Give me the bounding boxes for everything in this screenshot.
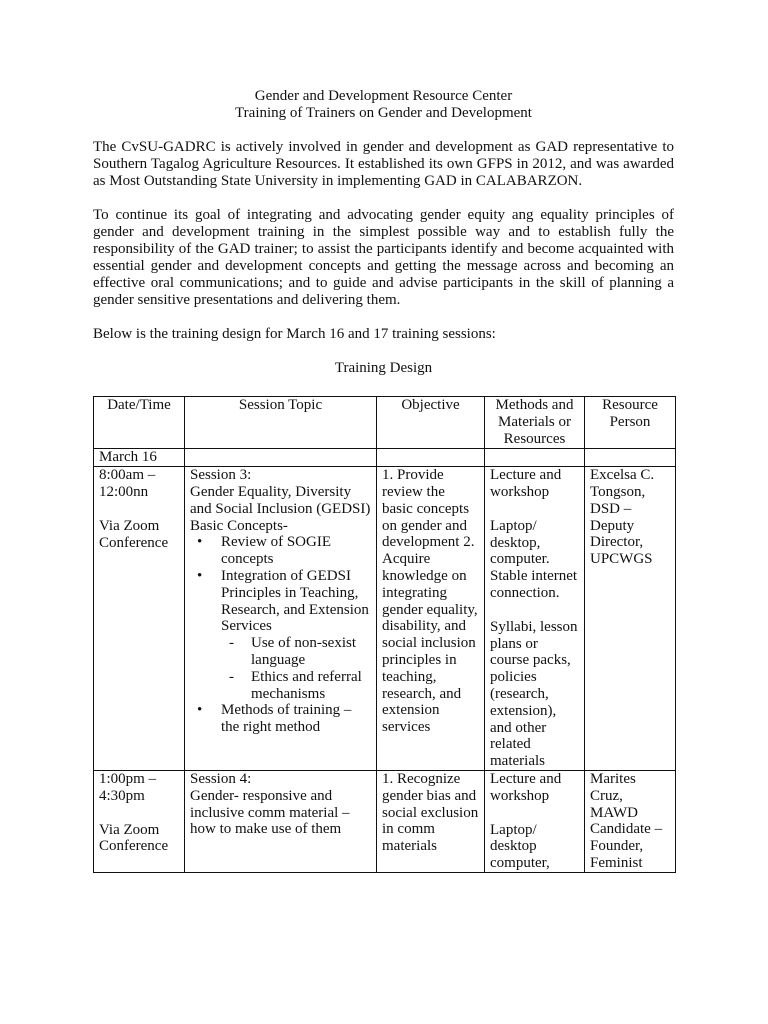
org-heading: Gender and Development Resource Center: [254, 88, 513, 104]
time-cell: [94, 770, 185, 872]
document-title: Training of Trainers on Gender and Development: [235, 105, 532, 121]
time-cell: [94, 467, 185, 771]
session-topic: Gender Equality, Diversity and Social Inclusion (GEDSI) Basic Concepts-: [190, 483, 371, 534]
session-cell: [185, 467, 377, 771]
design-intro-paragraph: Below is the training design for March 16 and 17 training sessions:: [93, 326, 496, 342]
methods-cell: [485, 467, 585, 771]
sub-bullet-list: [221, 635, 371, 702]
session-topic: Gender- responsive and inclusive comm material – how to make use of them: [190, 787, 350, 838]
venue-text: Via Zoom Conference: [99, 821, 169, 855]
header-session-topic: Session Topic: [185, 397, 377, 449]
resource-person-cell: Excelsa C. Tongson, DSD – Deputy Director, UPCWGS: [585, 467, 676, 771]
resource-person-cell: Marites Cruz, MAWD Candidate – Founder, Feminist: [585, 770, 676, 872]
methods-cell: [485, 770, 585, 872]
list-item: - Ethics and referral mechanisms: [251, 669, 371, 703]
methods-text: Lecture and workshop: [490, 770, 562, 804]
methods-text: Lecture and workshop: [490, 467, 562, 500]
intro-paragraph: The CvSU-GADRC is actively involved in gender and development as GAD representative to Southern Tagalog Agriculture Resources. It established its own GFPS in 2012, and was awarded as Most Outstanding State University in implementing GAD in CALABARZON.: [93, 139, 674, 189]
time-text: 8:00am – 12:00nn: [99, 467, 156, 500]
materials-text: Laptop/ desktop, computer. Stable internet connection.: [490, 517, 578, 601]
table-header-row: [94, 397, 676, 449]
objective-cell: 1. Provide review the basic concepts on gender and development 2. Acquire knowledge on integrating gender equality, disability, and social inclusion principles in teaching, research, and extension services: [377, 467, 485, 771]
header-objective: Objective: [377, 397, 485, 449]
materials-text: Laptop/ desktop computer,: [490, 821, 550, 872]
header-date-time: Date/Time: [94, 397, 185, 449]
list-item: • Integration of GEDSI Principles in Teaching, Research, and Extension Services - Use of non-sexist language - Ethics and referral mechanisms: [221, 568, 371, 702]
header-resource-person: Resource Person: [585, 397, 676, 449]
table-row: [94, 467, 676, 771]
topic-bullet-list: [190, 534, 371, 736]
session-cell: [185, 770, 377, 872]
table-title: Training Design: [334, 360, 433, 376]
date-cell: March 16: [94, 449, 185, 467]
venue-text: Via Zoom Conference: [99, 517, 169, 551]
session-label: Session 3:: [190, 467, 252, 484]
goal-paragraph: To continue its goal of integrating and advocating gender equity ang equality principles of gender and development training in the simplest possible way and to establish fully the responsibility of the GAD trainer; to assist the participants identify and become acquainted with essential gender and development concepts and getting the message across and becoming an effective oral communications; and to guide and advise participants in the skill of planning a gender sensitive presentations and delivering them.: [93, 207, 674, 308]
objective-cell: 1. Recognize gender bias and social exclusion in comm materials: [377, 770, 485, 872]
time-text: 1:00pm – 4:30pm: [99, 770, 157, 804]
list-item: • Methods of training – the right method: [221, 702, 371, 736]
document-page: [93, 88, 674, 873]
list-item: - Use of non-sexist language: [251, 635, 371, 669]
table-row: [94, 770, 676, 872]
resources-text: Syllabi, lesson plans or course packs, policies (research, extension), and other related materials: [490, 618, 578, 770]
date-row: [94, 449, 676, 467]
list-item: • Review of SOGIE concepts: [221, 534, 371, 568]
training-design-table: [93, 396, 676, 873]
session-label: Session 4:: [190, 770, 252, 787]
header-methods: Methods and Materials or Resources: [485, 397, 585, 449]
